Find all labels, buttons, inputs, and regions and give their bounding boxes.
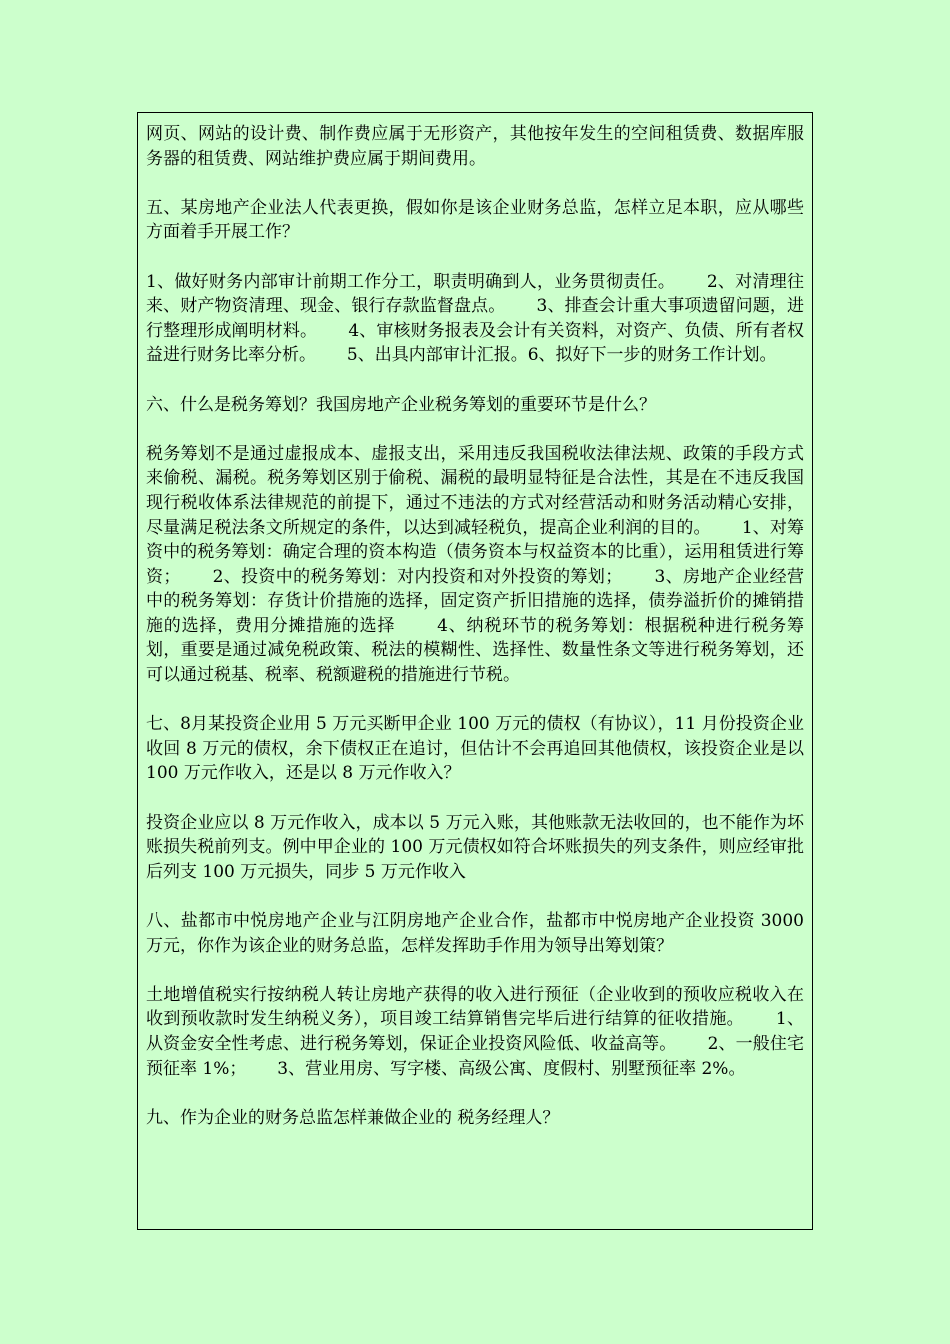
document-text-frame <box>137 112 813 1230</box>
question-seven: 七、8月某投资企业用 5 万元买断甲企业 100 万元的债权（有协议），11 月份投资企业收回 8 万元的债权，余下债权正在追讨，但估计不会再追回其他债权，该投资企业是以 100 万元作收入，还是以 8 万元作收入？ <box>146 714 810 784</box>
answer-seven: 投资企业应以 8 万元作收入，成本以 5 万元入账，其他账款无法收回的，也不能作为坏账损失税前列支。例中甲企业的 100 万元债权如符合坏账损失的列支条件，则应经审批后列支 100 万元损失，同步 5 万元作收入 <box>146 812 804 882</box>
paragraph-gap <box>146 368 804 393</box>
paragraph-gap <box>146 417 804 442</box>
paragraph-gap <box>146 245 804 270</box>
paragraph-gap <box>146 171 804 196</box>
paragraph-gap <box>146 958 804 983</box>
question-nine: 九、作为企业的财务总监怎样兼做企业的 税务经理人？ <box>146 1107 560 1128</box>
answer-eight: 土地增值税实行按纳税人转让房地产获得的收入进行预征（企业收到的预收应税收入在收到预收款时发生纳税义务），项目竣工结算销售完毕后进行结算的征收措施。 1、从资金安全性考虑、进行税务筹划，保证企业投资风险低、收益高等。 2、一般住宅预征率 1%； 3、营业用房、写字楼、高级公寓、度假村、别墅预征率 2%。 <box>146 984 804 1079</box>
paragraph-gap <box>146 688 804 713</box>
question-five: 五、某房地产企业法人代表更换，假如你是该企业财务总监，怎样立足本职，应从哪些方面着手开展工作？ <box>146 197 804 243</box>
question-six: 六、什么是税务筹划？我国房地产企业税务筹划的重要环节是什么？ <box>146 394 656 415</box>
answer-five: 1、做好财务内部审计前期工作分工，职责明确到人，业务贯彻责任。 2、对清理往来、财产物资清理、现金、银行存款监督盘点。 3、排查会计重大事项遗留问题，进行整理形成阐明材料。 4、审核财务报表及会计有关资料，对资产、负债、所有者权益进行财务比率分析。 5、出具内部审计汇报。6、拟好下一步的财务工作计划。 <box>146 271 804 366</box>
paragraph-intangible-assets: 网页、网站的设计费、制作费应属于无形资产，其他按年发生的空间租赁费、数据库服务器的租赁费、网站维护费应属于期间费用。 <box>146 124 804 169</box>
paragraph-gap <box>146 884 804 909</box>
paragraph-gap <box>146 786 804 811</box>
question-eight: 八、盐都市中悦房地产企业与江阴房地产企业合作，盐都市中悦房地产企业投资 3000 万元，你作为该企业的财务总监，怎样发挥助手作用为领导出筹划策？ <box>146 911 810 956</box>
paragraph-gap <box>146 1081 804 1106</box>
answer-six: 税务筹划不是通过虚报成本、虚报支出，采用违反我国税收法律法规、政策的手段方式来偷税、漏税。税务筹划区别于偷税、漏税的最明显特征是合法性，其是在不违反我国现行税收体系法律规范的前提下，通过不违法的方式对经营活动和财务活动精心安排，尽量满足税法条文所规定的条件，以达到减轻税负，提高企业利润的目的。 1、对筹资中的税务筹划：确定合理的资本构造（债务资本与权益资本的比重），运用租赁进行筹资； 2、投资中的税务筹划：对内投资和对外投资的筹划； 3、房地产企业经营中的税务筹划：存货计价措施的选择，固定资产折旧措施的选择，债券溢折价的摊销措施的选择，费用分摊措施的选择 4、纳税环节的税务筹划：根据税种进行税务筹划，重要是通过减免税政策、税法的模糊性、选择性、数量性条文等进行税务筹划，还可以通过税基、税率、税额避税的措施进行节税。 <box>146 443 804 686</box>
